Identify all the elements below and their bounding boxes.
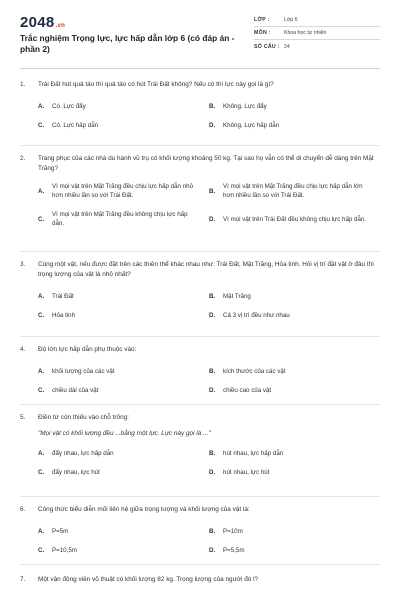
option-text: Cả 3 vị trí đều như nhau bbox=[223, 312, 290, 319]
option-text: Vì mọi vật trên Mặt Trăng đều không chịu lực hấp dẫn. bbox=[52, 211, 188, 227]
question-text: Công thức biểu diễn mối liên hệ giữa trọng lượng và khối lượng của vật là: bbox=[38, 506, 250, 513]
meta-row-class bbox=[254, 14, 380, 27]
option-text: P=10,5m bbox=[52, 547, 77, 554]
question-head bbox=[20, 413, 380, 423]
question-quote: "Mọi vật có khối lượng đều ...bằng một lực. Lực này gọi là ..." bbox=[38, 430, 211, 437]
option-text: Không. Lực hấp dẫn bbox=[223, 122, 280, 129]
question-4 bbox=[20, 345, 380, 395]
answer-option-d[interactable] bbox=[209, 468, 380, 477]
answer-option-b[interactable] bbox=[209, 527, 380, 536]
answer-options bbox=[38, 449, 380, 477]
question-divider bbox=[20, 564, 380, 565]
meta-row-subject bbox=[254, 27, 380, 40]
answer-options bbox=[38, 182, 380, 228]
option-text: Vì mọi vật trên Mặt Trăng đều chịu lực hấp dẫn nhỏ hơn nhiều lần so với Trái Đất. bbox=[52, 183, 194, 199]
answer-option-a[interactable] bbox=[38, 292, 209, 301]
question-text: Trái Đất hút quả táo thì quả táo có hút Trái Đất không? Nếu có thì lực này gọi là gì? bbox=[38, 81, 274, 88]
answer-option-a[interactable] bbox=[38, 182, 209, 200]
question-1 bbox=[20, 80, 380, 130]
answer-options bbox=[38, 367, 380, 395]
question-divider bbox=[20, 404, 380, 405]
question-number: 1. bbox=[20, 81, 26, 88]
header-divider bbox=[20, 68, 380, 69]
question-7 bbox=[20, 575, 380, 585]
answer-option-d[interactable] bbox=[209, 210, 380, 228]
meta-key: LỚP : bbox=[254, 17, 270, 23]
option-key: B. bbox=[209, 450, 216, 457]
answer-options bbox=[38, 102, 380, 130]
option-key: A. bbox=[38, 368, 45, 375]
option-text: Mặt Trăng bbox=[223, 293, 251, 300]
question-2 bbox=[20, 154, 380, 228]
option-key: B. bbox=[209, 368, 216, 375]
option-key: C. bbox=[38, 312, 45, 319]
question-text: Điền từ còn thiếu vào chỗ trống: bbox=[38, 414, 129, 421]
option-text: khối lượng của các vật bbox=[52, 368, 115, 375]
question-text: Trang phục của các nhà du hành vũ trụ có khối lượng khoảng 50 kg. Tại sao họ vẫn có thể di chuyển dễ dàng trên Mặt Trăng? bbox=[38, 155, 374, 172]
question-text: Một vận động viên võ thuật có khối lượng 82 kg. Trọng lượng của người đó l? bbox=[38, 576, 259, 583]
option-key: A. bbox=[38, 528, 45, 535]
question-text: Cùng một vật, nếu được đặt trên các thiên thể khác nhau như: Trái Đất, Mặt Trăng, Hỏa tinh. Hỏi vị trí đặt vật ở đâu thì trọng lượng của vật là nhỏ nhất? bbox=[38, 261, 374, 278]
option-key: B. bbox=[209, 528, 216, 535]
quiz-meta-table bbox=[254, 14, 380, 53]
site-logo[interactable] bbox=[20, 14, 65, 31]
answer-options bbox=[38, 292, 380, 320]
meta-value: 24 bbox=[284, 43, 290, 50]
answer-option-c[interactable] bbox=[38, 210, 209, 228]
option-key: D. bbox=[209, 387, 216, 394]
option-text: Hỏa tinh bbox=[52, 312, 76, 319]
option-text: Vì mọi vật trên Trái Đất đều không chịu lực hấp dẫn. bbox=[223, 215, 367, 223]
question-divider bbox=[20, 336, 380, 337]
logo-suffix: .vn bbox=[55, 23, 66, 29]
quiz-title: Trắc nghiệm Trọng lực, lực hấp dẫn lớp 6 (có đáp án - phần 2) bbox=[20, 33, 235, 54]
option-key: C. bbox=[38, 215, 45, 223]
answer-option-d[interactable] bbox=[209, 546, 380, 555]
meta-value: Lớp 6 bbox=[284, 17, 298, 23]
answer-options bbox=[38, 527, 380, 555]
option-key: A. bbox=[38, 103, 45, 110]
option-key: A. bbox=[38, 187, 45, 195]
option-key: B. bbox=[209, 103, 216, 110]
option-text: P=10m bbox=[223, 528, 243, 535]
answer-option-d[interactable] bbox=[209, 311, 380, 320]
question-head bbox=[20, 80, 380, 90]
option-text: Có. Lực hấp dẫn bbox=[52, 122, 99, 129]
option-text: hút nhau, lực hút bbox=[223, 469, 270, 476]
question-divider bbox=[20, 496, 380, 497]
question-head bbox=[20, 505, 380, 515]
option-text: Vì mọi vật trên Mặt Trăng đều chịu lực hấp dẫn lớn hơn nhiều lần so với Trái Đất. bbox=[223, 183, 363, 199]
answer-option-a[interactable] bbox=[38, 102, 209, 111]
option-text: Không. Lực đẩy bbox=[223, 103, 267, 110]
option-text: Trái Đất bbox=[52, 293, 74, 300]
meta-key: MÔN : bbox=[254, 30, 271, 36]
option-key: B. bbox=[209, 187, 216, 195]
answer-option-a[interactable] bbox=[38, 367, 209, 376]
option-key: D. bbox=[209, 312, 216, 319]
answer-option-d[interactable] bbox=[209, 121, 380, 130]
question-head bbox=[20, 154, 380, 174]
answer-option-b[interactable] bbox=[209, 367, 380, 376]
question-number: 4. bbox=[20, 346, 26, 353]
question-number: 3. bbox=[20, 261, 26, 268]
answer-option-b[interactable] bbox=[209, 292, 380, 301]
question-divider bbox=[20, 251, 380, 252]
option-key: C. bbox=[38, 387, 45, 394]
option-key: D. bbox=[209, 122, 216, 129]
answer-option-b[interactable] bbox=[209, 102, 380, 111]
option-text: P=5m bbox=[52, 528, 69, 535]
option-text: đẩy nhau, lực hút bbox=[52, 469, 100, 476]
answer-option-b[interactable] bbox=[209, 182, 380, 200]
option-text: chiều dài của vật bbox=[52, 387, 99, 394]
answer-option-c[interactable] bbox=[38, 546, 209, 555]
page-header bbox=[20, 14, 380, 66]
option-text: hút nhau, lực hấp dẫn bbox=[223, 450, 284, 457]
meta-row-count bbox=[254, 40, 380, 53]
question-5 bbox=[20, 413, 380, 477]
option-key: D. bbox=[209, 547, 216, 554]
question-number: 6. bbox=[20, 506, 26, 513]
answer-option-d[interactable] bbox=[209, 386, 380, 395]
answer-option-a[interactable] bbox=[38, 449, 209, 458]
option-key: B. bbox=[209, 293, 216, 300]
question-head bbox=[20, 575, 380, 585]
answer-option-c[interactable] bbox=[38, 121, 209, 130]
option-text: kích thước của các vật bbox=[223, 368, 286, 375]
question-number: 7. bbox=[20, 576, 26, 583]
question-6 bbox=[20, 505, 380, 555]
question-number: 5. bbox=[20, 414, 26, 421]
option-key: D. bbox=[209, 469, 216, 476]
option-text: đẩy nhau, lực hấp dẫn bbox=[52, 450, 114, 457]
option-key: A. bbox=[38, 293, 45, 300]
answer-option-b[interactable] bbox=[209, 449, 380, 458]
option-key: A. bbox=[38, 450, 45, 457]
meta-key: SỐ CÂU : bbox=[254, 43, 280, 50]
answer-option-c[interactable] bbox=[38, 468, 209, 477]
answer-option-c[interactable] bbox=[38, 386, 209, 395]
option-key: C. bbox=[38, 122, 45, 129]
question-3 bbox=[20, 260, 380, 320]
question-divider bbox=[20, 145, 380, 146]
question-text: Độ lớn lực hấp dẫn phụ thuộc vào: bbox=[38, 346, 137, 353]
option-key: C. bbox=[38, 547, 45, 554]
option-text: Có. Lực đẩy bbox=[52, 103, 86, 110]
option-key: C. bbox=[38, 469, 45, 476]
answer-option-a[interactable] bbox=[38, 527, 209, 536]
logo-text: 2048 bbox=[20, 14, 55, 31]
answer-option-c[interactable] bbox=[38, 311, 209, 320]
option-text: chiều cao của vật bbox=[223, 387, 272, 394]
meta-value: Khoa học tự nhiên bbox=[284, 30, 327, 36]
option-text: P=5,5m bbox=[223, 547, 245, 554]
option-key: D. bbox=[209, 215, 216, 223]
question-head bbox=[20, 260, 380, 280]
question-number: 2. bbox=[20, 155, 26, 162]
question-head bbox=[20, 345, 380, 355]
